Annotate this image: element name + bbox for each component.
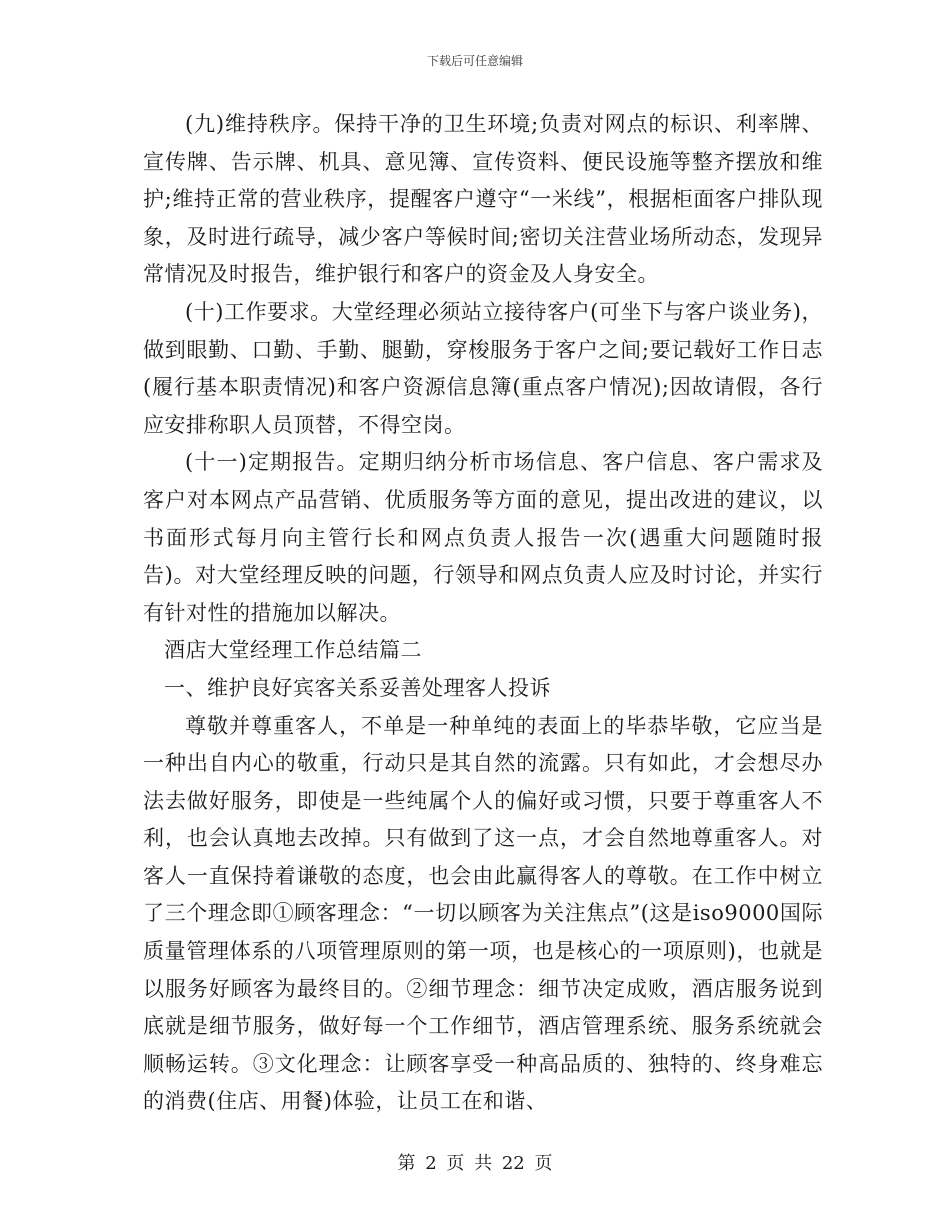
document-title-part-two: 酒店大堂经理工作总结篇二 <box>164 638 422 663</box>
document-body <box>143 106 823 1121</box>
page-header: 下载后可任意编辑 <box>426 54 523 68</box>
section-heading-guest-relations: 一、维护良好宾客关系妥善处理客人投诉 <box>164 675 551 700</box>
paragraph-work-requirements: (十)工作要求。大堂经理必须站立接待客户(可坐下与客户谈业务)，做到眼勤、口勤、手勤、腿勤，穿梭服务于客户之间;要记载好工作日志(履行基本职责情况)和客户资源信息簿(重点客户情况);因故请假，各行应安排称职人员顶替，不得空岗。 <box>143 299 823 437</box>
paragraph-respect-guests: 尊敬并尊重客人，不单是一种单纯的表面上的毕恭毕敬，它应当是一种出自内心的敬重，行动只是其自然的流露。只有如此，才会想尽办法去做好服务，即使是一些纯属个人的偏好或习惯，只要于尊重客人不利，也会认真地去改掉。只有做到了这一点，才会自然地尊重客人。对客人一直保持着谦敬的态度，也会由此赢得客人的尊敬。在工作中树立了三个理念即①顾客理念：“一切以顾客为关注焦点”(这是iso9000国际质量管理体系的八项管理原则的第一项，也是核心的一项原则)，也就是以服务好顾客为最终目的。②细节理念：细节决定成败，酒店服务说到底就是细节服务，做好每一个工作细节，酒店管理系统、服务系统就会顺畅运转。③文化理念：让顾客享受一种高品质的、独特的、终身难忘的消费(住店、用餐)体验，让员工在和谐、 <box>143 713 823 1114</box>
paragraph-periodic-report: (十一)定期报告。定期归纳分析市场信息、客户信息、客户需求及客户对本网点产品营销、优质服务等方面的意见，提出改进的建议，以书面形式每月向主管行长和网点负责人报告一次(遇重大问题随时报告)。对大堂经理反映的问题，行领导和网点负责人应及时讨论，并实行有针对性的措施加以解决。 <box>143 450 823 625</box>
paragraph-maintain-order: (九)维持秩序。保持干净的卫生环境;负责对网点的标识、利率牌、宣传牌、告示牌、机具、意见簿、宣传资料、便民设施等整齐摆放和维护;维持正常的营业秩序，提醒客户遵守“一米线”，根据柜面客户排队现象，及时进行疏导，减少客户等候时间;密切关注营业场所动态，发现异常情况及时报告，维护银行和客户的资金及人身安全。 <box>143 112 823 287</box>
page-number-footer: 第 2 页 共 22 页 <box>397 1153 553 1174</box>
